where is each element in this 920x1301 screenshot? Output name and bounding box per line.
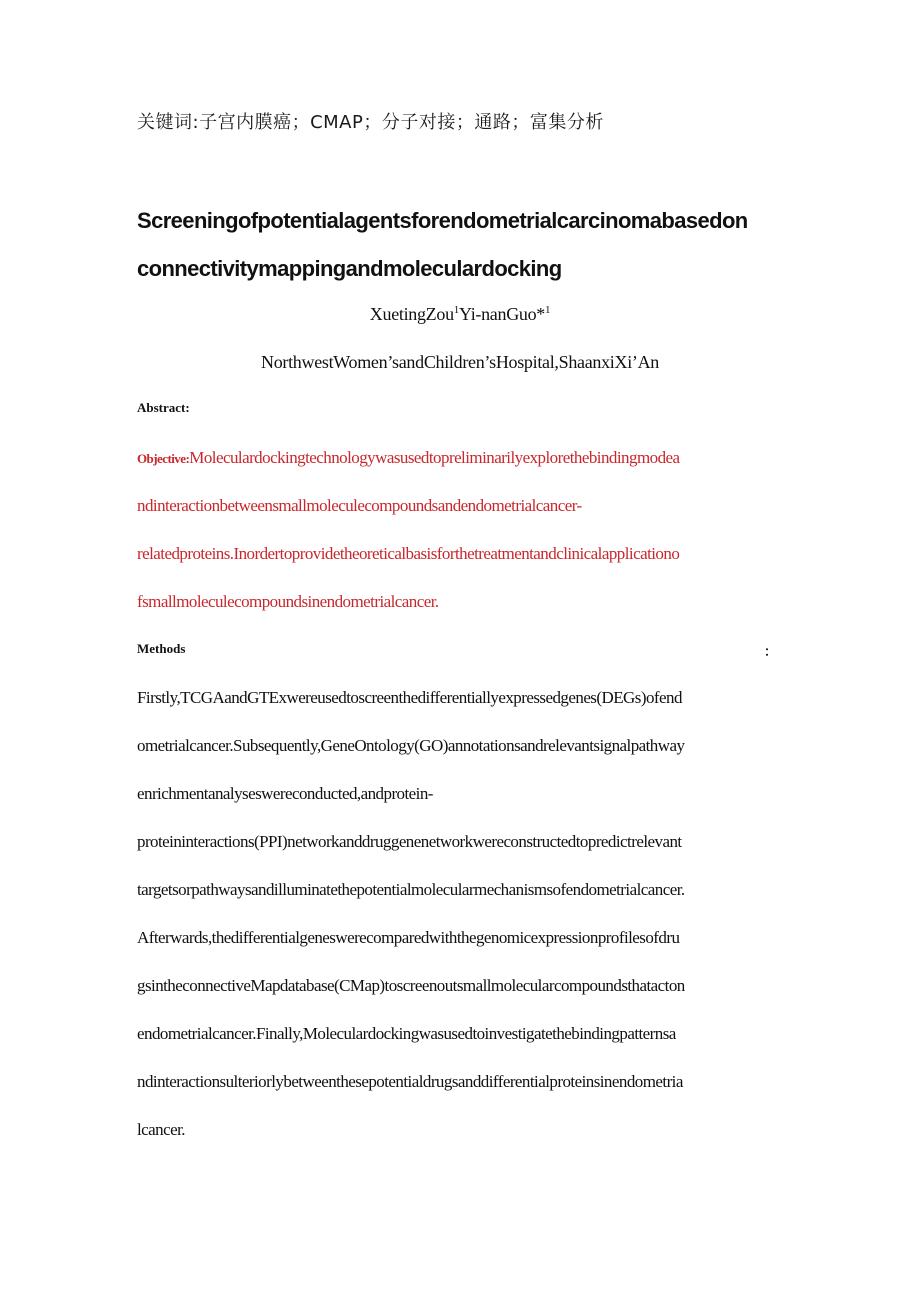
methods-line-7: gsintheconnectiveMapdatabase(CMap)toscreenoutsmallmolecularcompoundsthatacton <box>137 976 685 995</box>
abstract-label: Abstract: <box>137 400 190 415</box>
title-line-2: connectivitymappingandmoleculardocking <box>137 256 562 281</box>
objective-line-2: ndinteractionbetweensmallmoleculecompoundsandendometrialcancer- <box>137 496 582 515</box>
methods-line-3: enrichmentanalyseswereconducted,andprotein- <box>137 784 433 803</box>
objective-line-4: fsmallmoleculecompoundsinendometrialcancer. <box>137 592 439 611</box>
objective-line-3: relatedproteins.Inordertoprovidetheoreticalbasisforthetreatmentandclinicalapplicationo <box>137 544 680 563</box>
methods-line-8: endometrialcancer.Finally,Moleculardockingwasusedtoinvestigatethebindingpatternsa <box>137 1024 676 1043</box>
author-2: Yi-nanGuo* <box>459 304 545 324</box>
methods-line-9: ndinteractionsulteriorlybetweenthesepotentialdrugsanddifferentialproteinsinendometria <box>137 1072 683 1091</box>
objective-text: Moleculardockingtechnologywasusedtopreliminarilyexplorethebindingmodea <box>189 448 680 467</box>
methods-colon: ： <box>764 644 778 659</box>
title-line-1: Screeningofpotentialagentsforendometrialcarcinomabasedon <box>137 208 748 233</box>
methods-line-1: Firstly,TCGAandGTExwereusedtoscreenthedifferentiallyexpressedgenes(DEGs)ofend <box>137 688 682 707</box>
author-1-affiliation-mark: 1 <box>453 304 459 316</box>
methods-line-10: lcancer. <box>137 1120 185 1139</box>
methods-line-2: ometrialcancer.Subsequently,GeneOntology(GO)annotationsandrelevantsignalpathway <box>137 736 685 755</box>
author-2-affiliation-mark: 1 <box>545 304 551 316</box>
methods-label: Methods <box>137 641 186 656</box>
methods-line-4: proteininteractions(PPI)networkanddruggenenetworkwereconstructedtopredictrelevant <box>137 832 682 851</box>
objective-label: Objective: <box>137 451 190 466</box>
author-1: XuetingZou <box>369 304 454 324</box>
objective-line-1 <box>137 448 680 468</box>
keywords-line: 关键词:子宫内膜癌；CMAP；分子对接；通路；富集分析 <box>137 112 604 133</box>
methods-line-6: Afterwards,thedifferentialgeneswerecomparedwiththegenomicexpressionprofilesofdru <box>137 928 680 947</box>
authors <box>0 304 920 325</box>
methods-line-5: targetsorpathwaysandilluminatethepotentialmolecularmechanismsofendometrialcancer. <box>137 880 685 899</box>
affiliation: NorthwestWomen’sandChildren’sHospital,ShaanxiXi’An <box>261 352 659 372</box>
